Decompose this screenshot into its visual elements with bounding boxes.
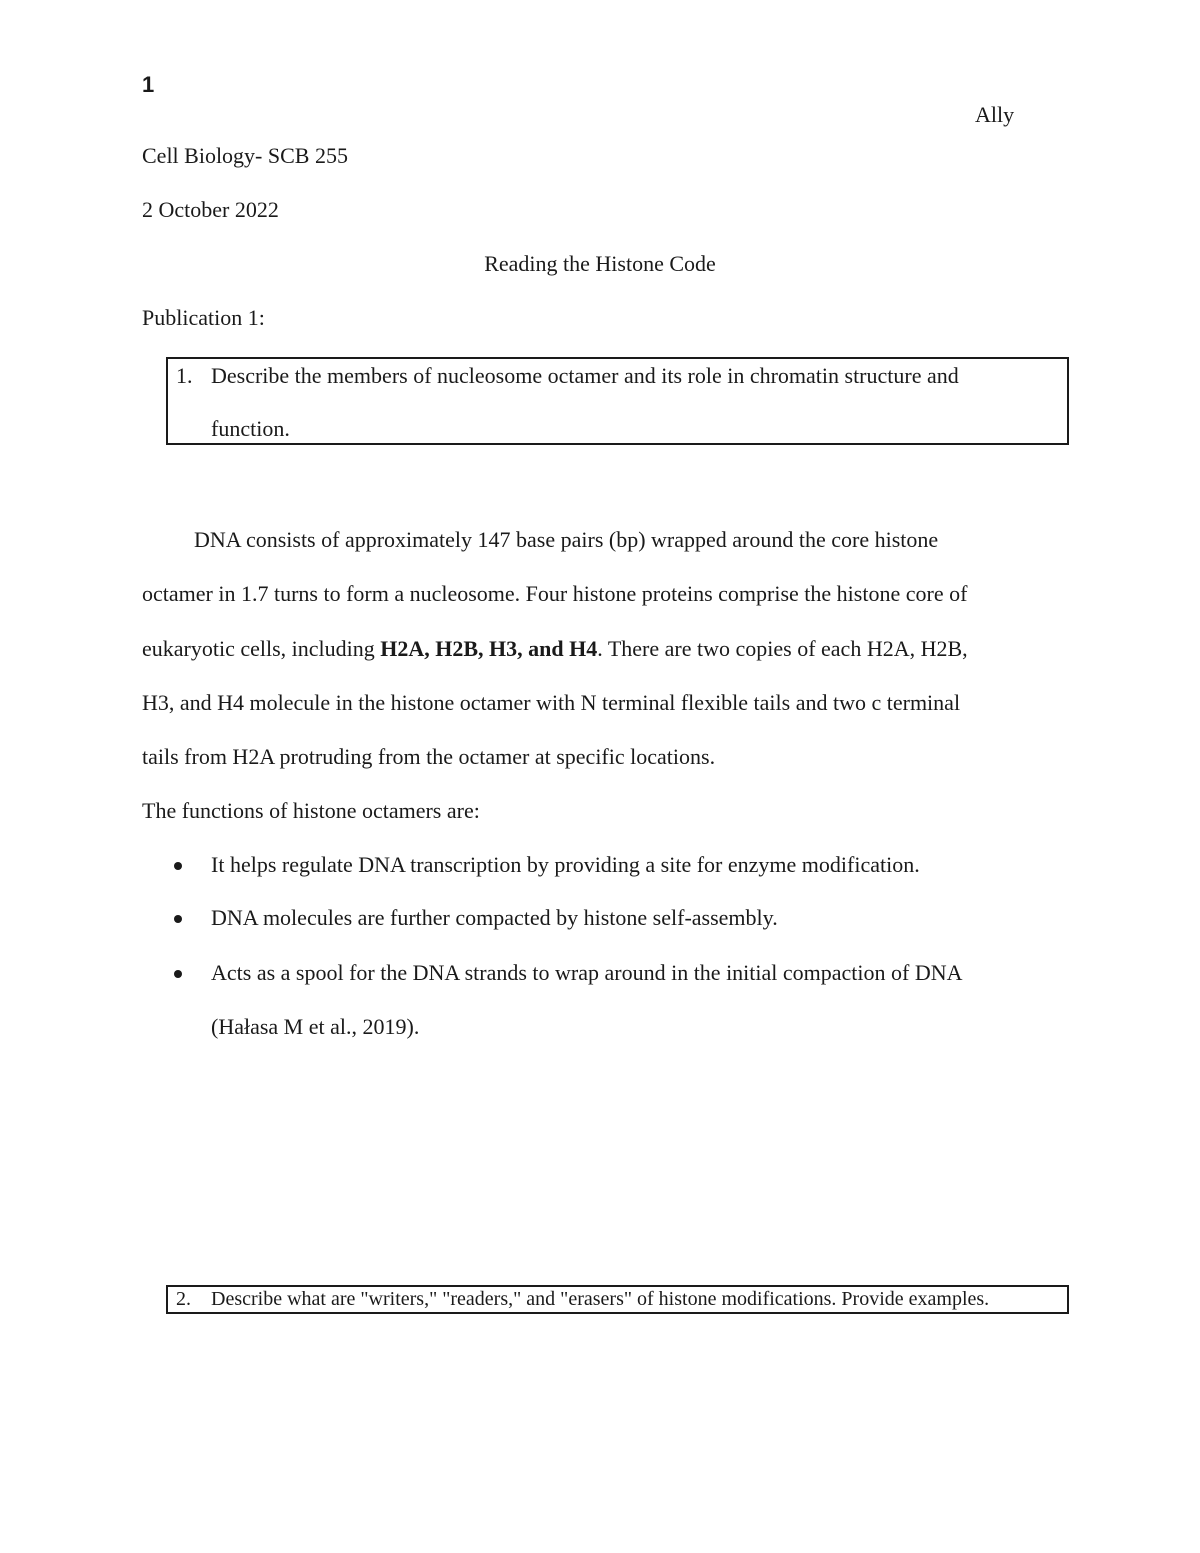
question-1-number: 1. — [176, 363, 193, 388]
histone-names-bold: H2A, H2B, H3, and H4 — [380, 636, 598, 661]
question-1-text-line2: function. — [211, 416, 290, 441]
question-1-text-line1: Describe the members of nucleosome octamer and its role in chromatin structure and — [211, 363, 959, 388]
paragraph-line: DNA consists of approximately 147 base pairs (bp) wrapped around the core histone — [194, 527, 939, 552]
function-item: It helps regulate DNA transcription by providing a site for enzyme modification. — [211, 852, 920, 877]
bullet-icon — [174, 970, 182, 978]
function-item: Acts as a spool for the DNA strands to wrap around in the initial compaction of DNA — [211, 960, 963, 985]
author-name: Ally — [975, 102, 1015, 127]
paragraph-text: . There are two copies of each H2A, H2B, — [597, 636, 968, 661]
question-2-number: 2. — [176, 1288, 191, 1310]
paragraph-line: octamer in 1.7 turns to form a nucleosome. Four histone proteins comprise the histone core of — [142, 581, 968, 606]
paragraph-line: tails from H2A protruding from the octamer at specific locations. — [142, 744, 716, 769]
functions-intro: The functions of histone octamers are: — [142, 798, 480, 823]
paragraph-line: H3, and H4 molecule in the histone octamer with N terminal flexible tails and two c terminal — [142, 690, 961, 715]
question-2-text: Describe what are "writers," "readers," and "erasers" of histone modifications. Provide examples. — [211, 1288, 990, 1310]
document-date: 2 October 2022 — [142, 197, 279, 222]
bullet-icon — [174, 862, 182, 870]
bullet-icon — [174, 915, 182, 923]
paragraph-line — [142, 636, 968, 662]
paragraph-text: eukaryotic cells, including — [142, 636, 381, 661]
document-title: Reading the Histone Code — [484, 251, 716, 276]
publication-label: Publication 1: — [142, 305, 265, 330]
function-item: DNA molecules are further compacted by histone self-assembly. — [211, 905, 778, 930]
function-item-citation: (Hałasa M et al., 2019). — [211, 1014, 420, 1039]
course-name: Cell Biology- SCB 255 — [142, 143, 348, 168]
page-number: 1 — [142, 72, 155, 97]
